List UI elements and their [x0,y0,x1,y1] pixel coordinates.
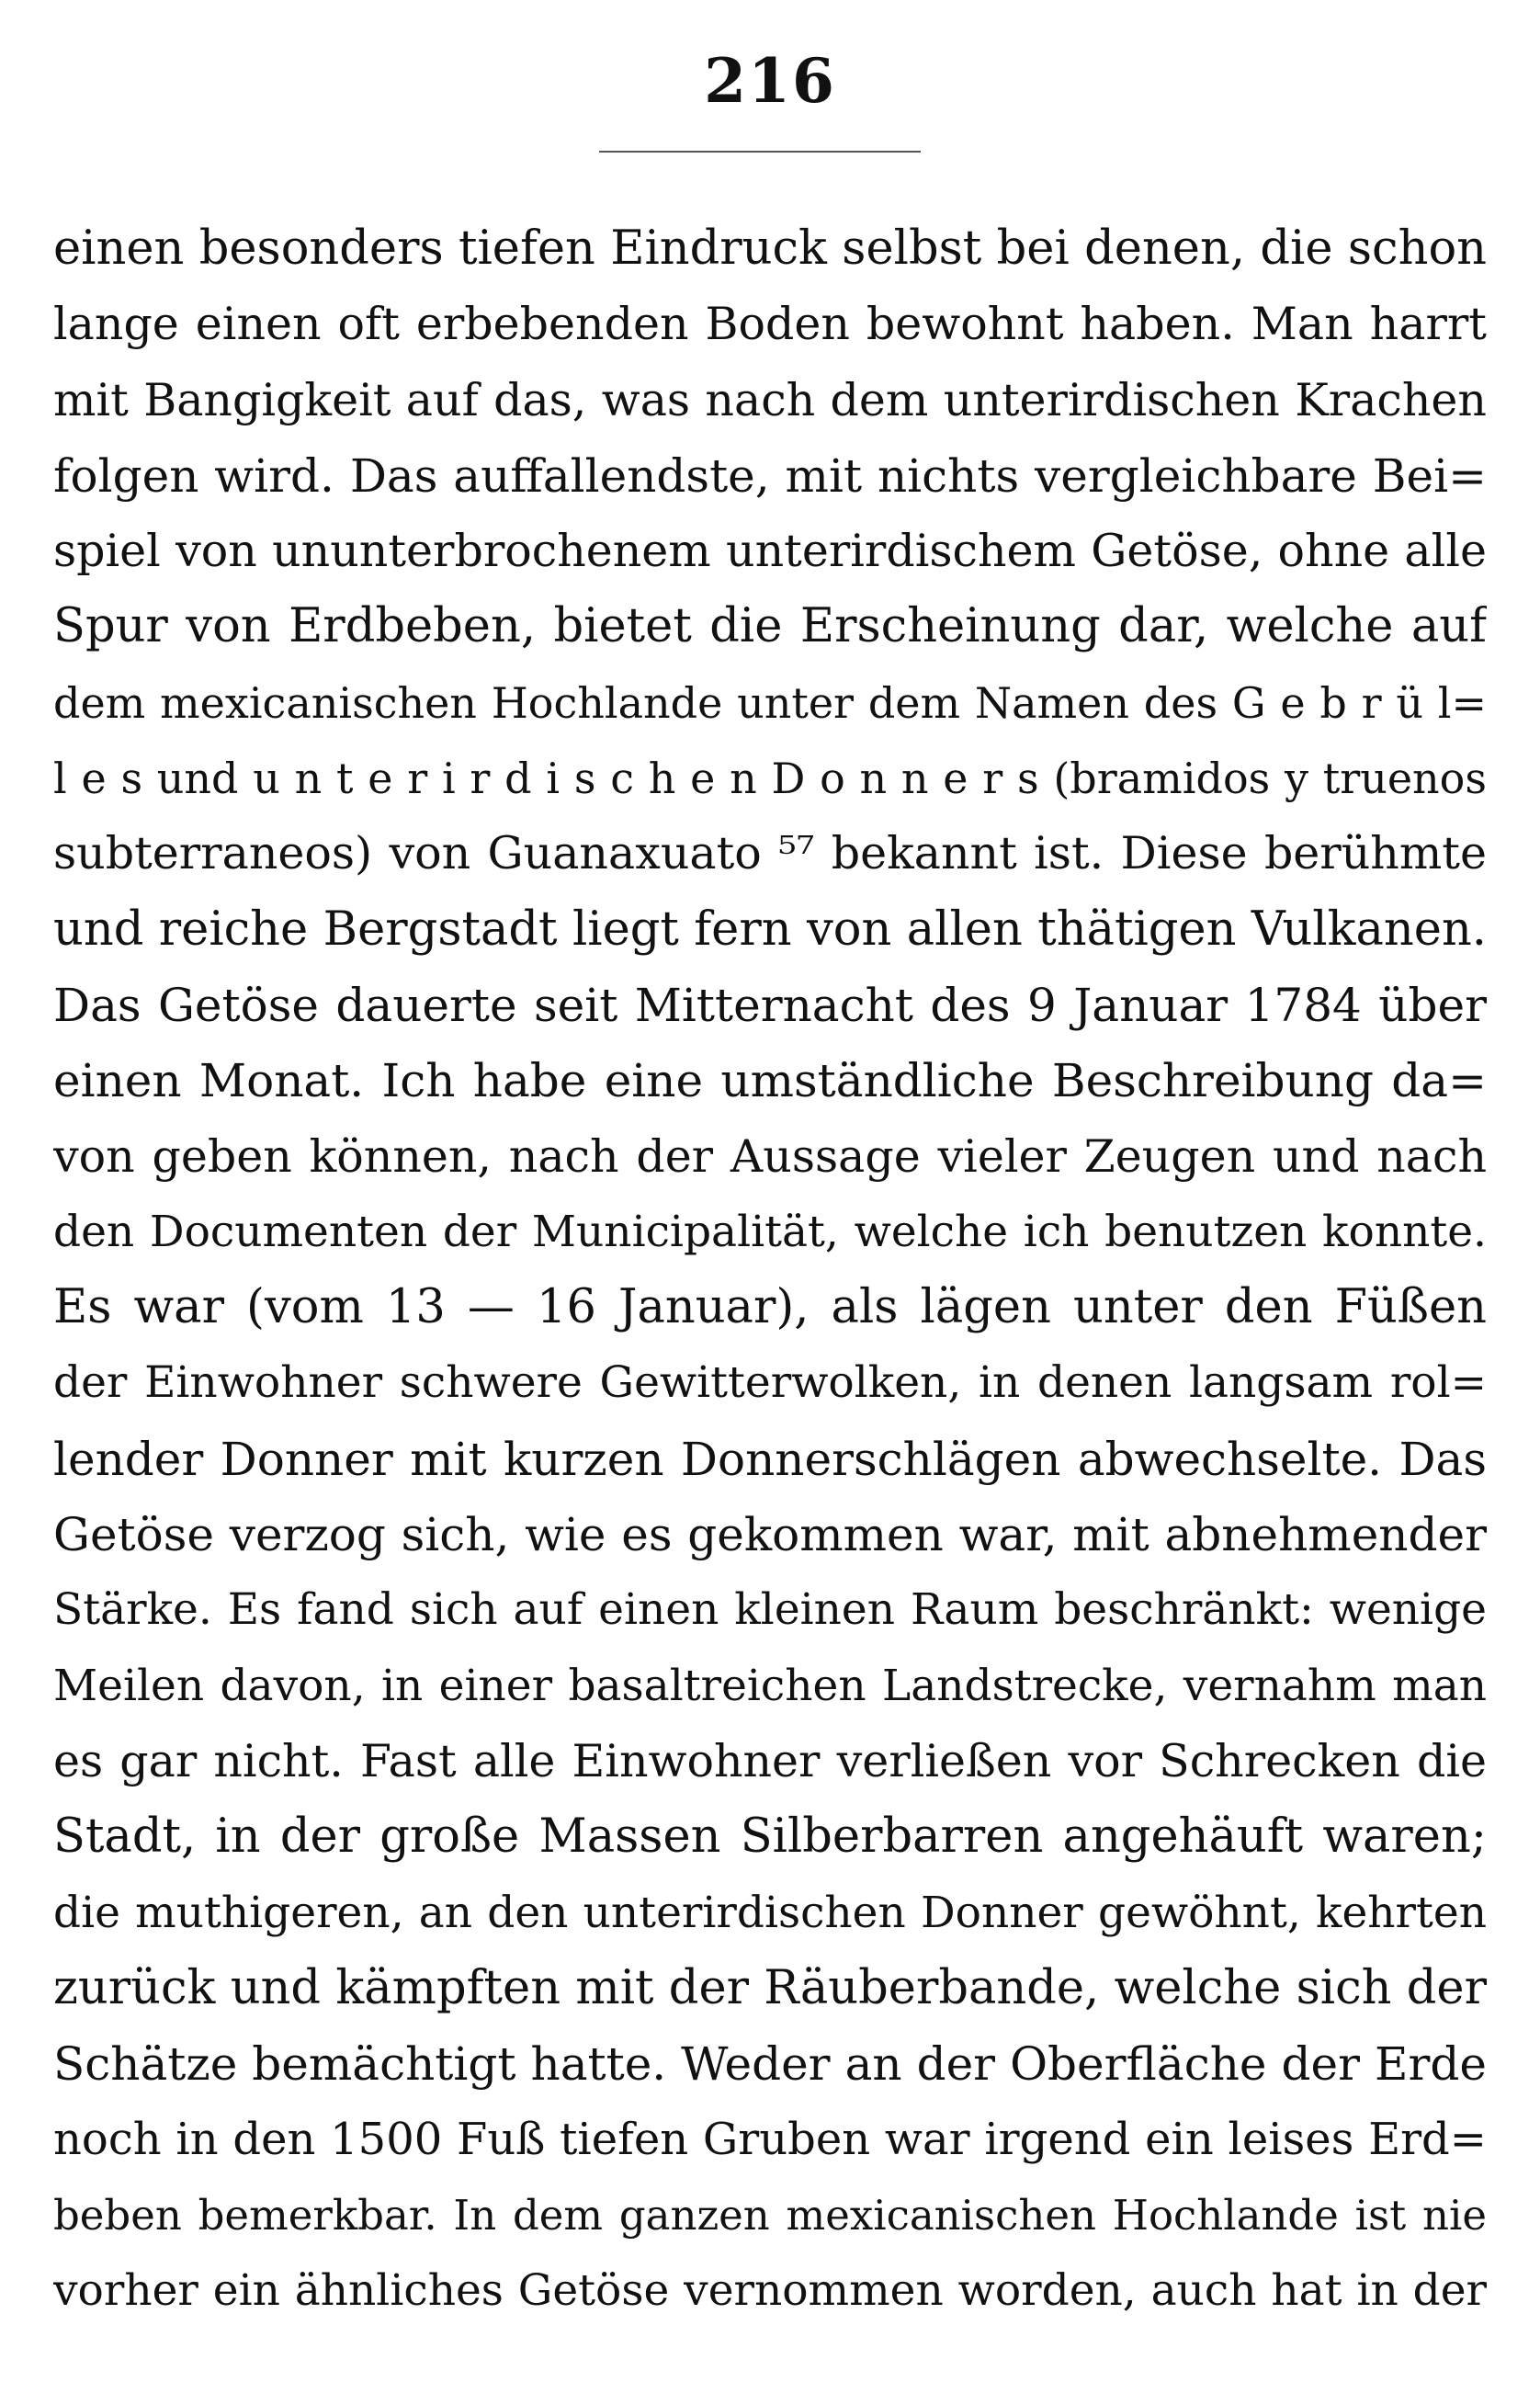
text-line: von geben können, nach der Aussage vieler Zeugen und nach [53,1129,1487,1183]
text-line: vorher ein ähnliches Getöse vernommen worden, auch hat in der [53,2265,1487,2317]
text-line: den Documenten der Municipalität, welche ich benutzen konnte. [53,1206,1487,1257]
text-line: einen besonders tiefen Eindruck selbst bei denen, die schon [53,221,1487,276]
page-number: 216 [704,45,836,117]
text-line: subterraneos) von Guanaxuato ⁵⁷ bekannt ist. Diese berühmte [53,827,1487,880]
text-line: zurück und kämpften mit der Räuberbande, welche sich der [53,1960,1487,2015]
text-line: Es war (vom 13 — 16 Januar), als lägen unter den Füßen [53,1280,1487,1335]
text-line: Schätze bemächtigt hatte. Weder an der Oberfläche der Erde [53,2037,1487,2092]
text-line: und reiche Bergstadt liegt fern von allen thätigen Vulkanen. [53,902,1487,957]
text-line: einen Monat. Ich habe eine umständliche Beschreibung da= [53,1054,1487,1108]
text-line: noch in den 1500 Fuß tiefen Gruben war irgend ein leises Erd= [53,2114,1487,2166]
text-line: Spur von Erdbeben, bietet die Erscheinung dar, welche auf [53,599,1487,654]
text-line: spiel von ununterbrochenem unterirdischem Getöse, ohne alle [53,525,1487,578]
text-line: dem mexicanischen Hochlande unter dem Namen des G e b r ü l= [53,677,1487,728]
text-line: der Einwohner schwere Gewitterwolken, in denen langsam rol= [53,1357,1487,1409]
text-line: Getöse verzog sich, wie es gekommen war, mit abnehmender [53,1508,1487,1562]
text-line: l e s und u n t e r i r d i s c h e n D o n n e r s (bramidos y truenos [53,754,1487,804]
text-line: mit Bangigkeit auf das, was nach dem unterirdischen Krachen [53,373,1487,426]
text-line: Stadt, in der große Massen Silberbarren angehäuft waren; [53,1809,1487,1865]
body-text [53,211,1487,2329]
text-line: es gar nicht. Fast alle Einwohner verließen vor Schrecken die [53,1734,1487,1787]
text-line: die muthigeren, an den unterirdischen Donner gewöhnt, kehrten [53,1887,1487,1938]
text-line: lender Donner mit kurzen Donnerschlägen abwechselte. Das [53,1432,1487,1486]
text-line: Das Getöse dauerte seit Mitternacht des 9 Januar 1784 über [53,978,1487,1032]
text-line: Meilen davon, in einer basaltreichen Landstrecke, vernahm man [53,1660,1487,1711]
header-rule [599,151,921,153]
text-line: lange einen oft erbebenden Boden bewohnt haben. Man harrt [53,298,1487,351]
text-line: folgen wird. Das auffallendste, mit nichts vergleichbare Bei= [53,448,1487,503]
text-line: beben bemerkbar. In dem ganzen mexicanischen Hochlande ist nie [53,2190,1487,2240]
text-line: Stärke. Es fand sich auf einen kleinen Raum beschränkt: wenige [53,1584,1487,1636]
